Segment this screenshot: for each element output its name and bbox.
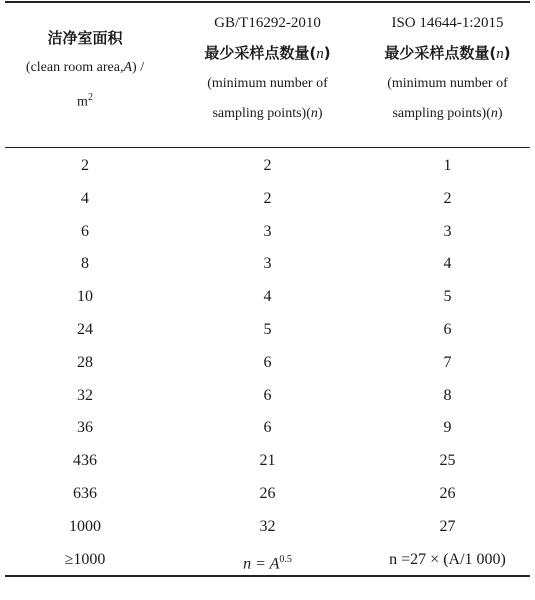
cell-gb-points: 3 [263,255,272,273]
header-area-subtitle: (clean room area,A) / [25,60,145,75]
cell-area: 2 [81,157,89,174]
cell-iso-points: 27 [439,517,456,535]
table-row-formula [0,544,535,576]
cell-gb-points: 4 [263,288,272,306]
cell-area: 4 [81,189,89,207]
cell-gb-points: 2 [263,189,272,207]
header-iso-sub1: (minimum number of [387,76,508,91]
header-gb-standard [175,8,360,129]
cell-iso-points: 6 [443,321,452,338]
header-gb-sub1: (minimum number of [207,76,328,91]
cell-gb-points: 32 [259,517,276,535]
cell-iso-points: 4 [443,255,452,273]
cell-iso-points: 3 [443,222,452,240]
header-area-unit: $m^2$ [77,92,93,110]
table-row [0,478,535,510]
cell-area: ≥1000 [64,550,106,568]
cell-gb-points: 5 [263,321,272,338]
cell-area: 36 [77,419,93,437]
table-row [0,183,535,215]
table-header-rule [5,147,530,148]
cell-gb-points: 26 [259,485,276,502]
table-row [0,281,535,313]
table-row [0,314,535,346]
header-clean-room-area [0,8,170,118]
header-iso-standard [360,8,535,129]
cell-iso-points: 25 [439,452,456,470]
cell-area: 28 [77,353,93,371]
cell-area: 10 [77,288,93,306]
table-row [0,248,535,280]
cell-area: 24 [77,321,93,338]
cell-gb-points: 3 [263,222,272,240]
cell-iso-points: 7 [443,353,452,371]
cell-iso-points: 8 [443,386,452,404]
cell-iso-points: 1 [443,157,452,174]
table-row [0,380,535,412]
cell-iso-points: 26 [439,485,456,502]
cell-gb-points: 6 [263,353,272,371]
cell-iso-points: 2 [443,189,452,207]
header-iso-standard-name: ISO 14644-1:2015 [391,15,504,31]
cell-iso-points: 5 [443,288,452,306]
cell-iso-formula: n =27 × (A/1 000) [389,550,506,568]
cell-area: 8 [81,255,89,273]
cell-area: 1000 [69,517,101,535]
header-gb-sub2: sampling points)(n) [212,106,323,121]
cell-gb-points: 21 [259,452,276,470]
header-iso-sub2: sampling points)(n) [392,106,503,121]
cell-gb-points: 6 [263,419,272,437]
cell-area: 6 [81,222,89,240]
table-top-rule [5,1,530,3]
table-row [0,511,535,543]
cell-area: 436 [73,452,97,470]
cell-gb-points: 2 [263,157,272,174]
table-row [0,150,535,182]
table-row [0,445,535,477]
header-iso-title: 最少采样点数量(n) [384,44,511,62]
table-bottom-rule [5,575,530,577]
cell-area: 636 [73,485,97,502]
table-row [0,412,535,444]
table-row [0,347,535,379]
header-gb-title: 最少采样点数量(n) [204,44,331,62]
header-gb-standard-name: GB/T16292-2010 [214,15,321,31]
cell-area: 32 [77,386,93,404]
cell-gb-formula: $n = A^{0.5}$ [243,553,292,572]
cell-gb-points: 6 [263,386,272,404]
cell-iso-points: 9 [443,419,452,437]
header-area-title: 洁净室面积 [47,29,123,47]
table-row [0,216,535,248]
